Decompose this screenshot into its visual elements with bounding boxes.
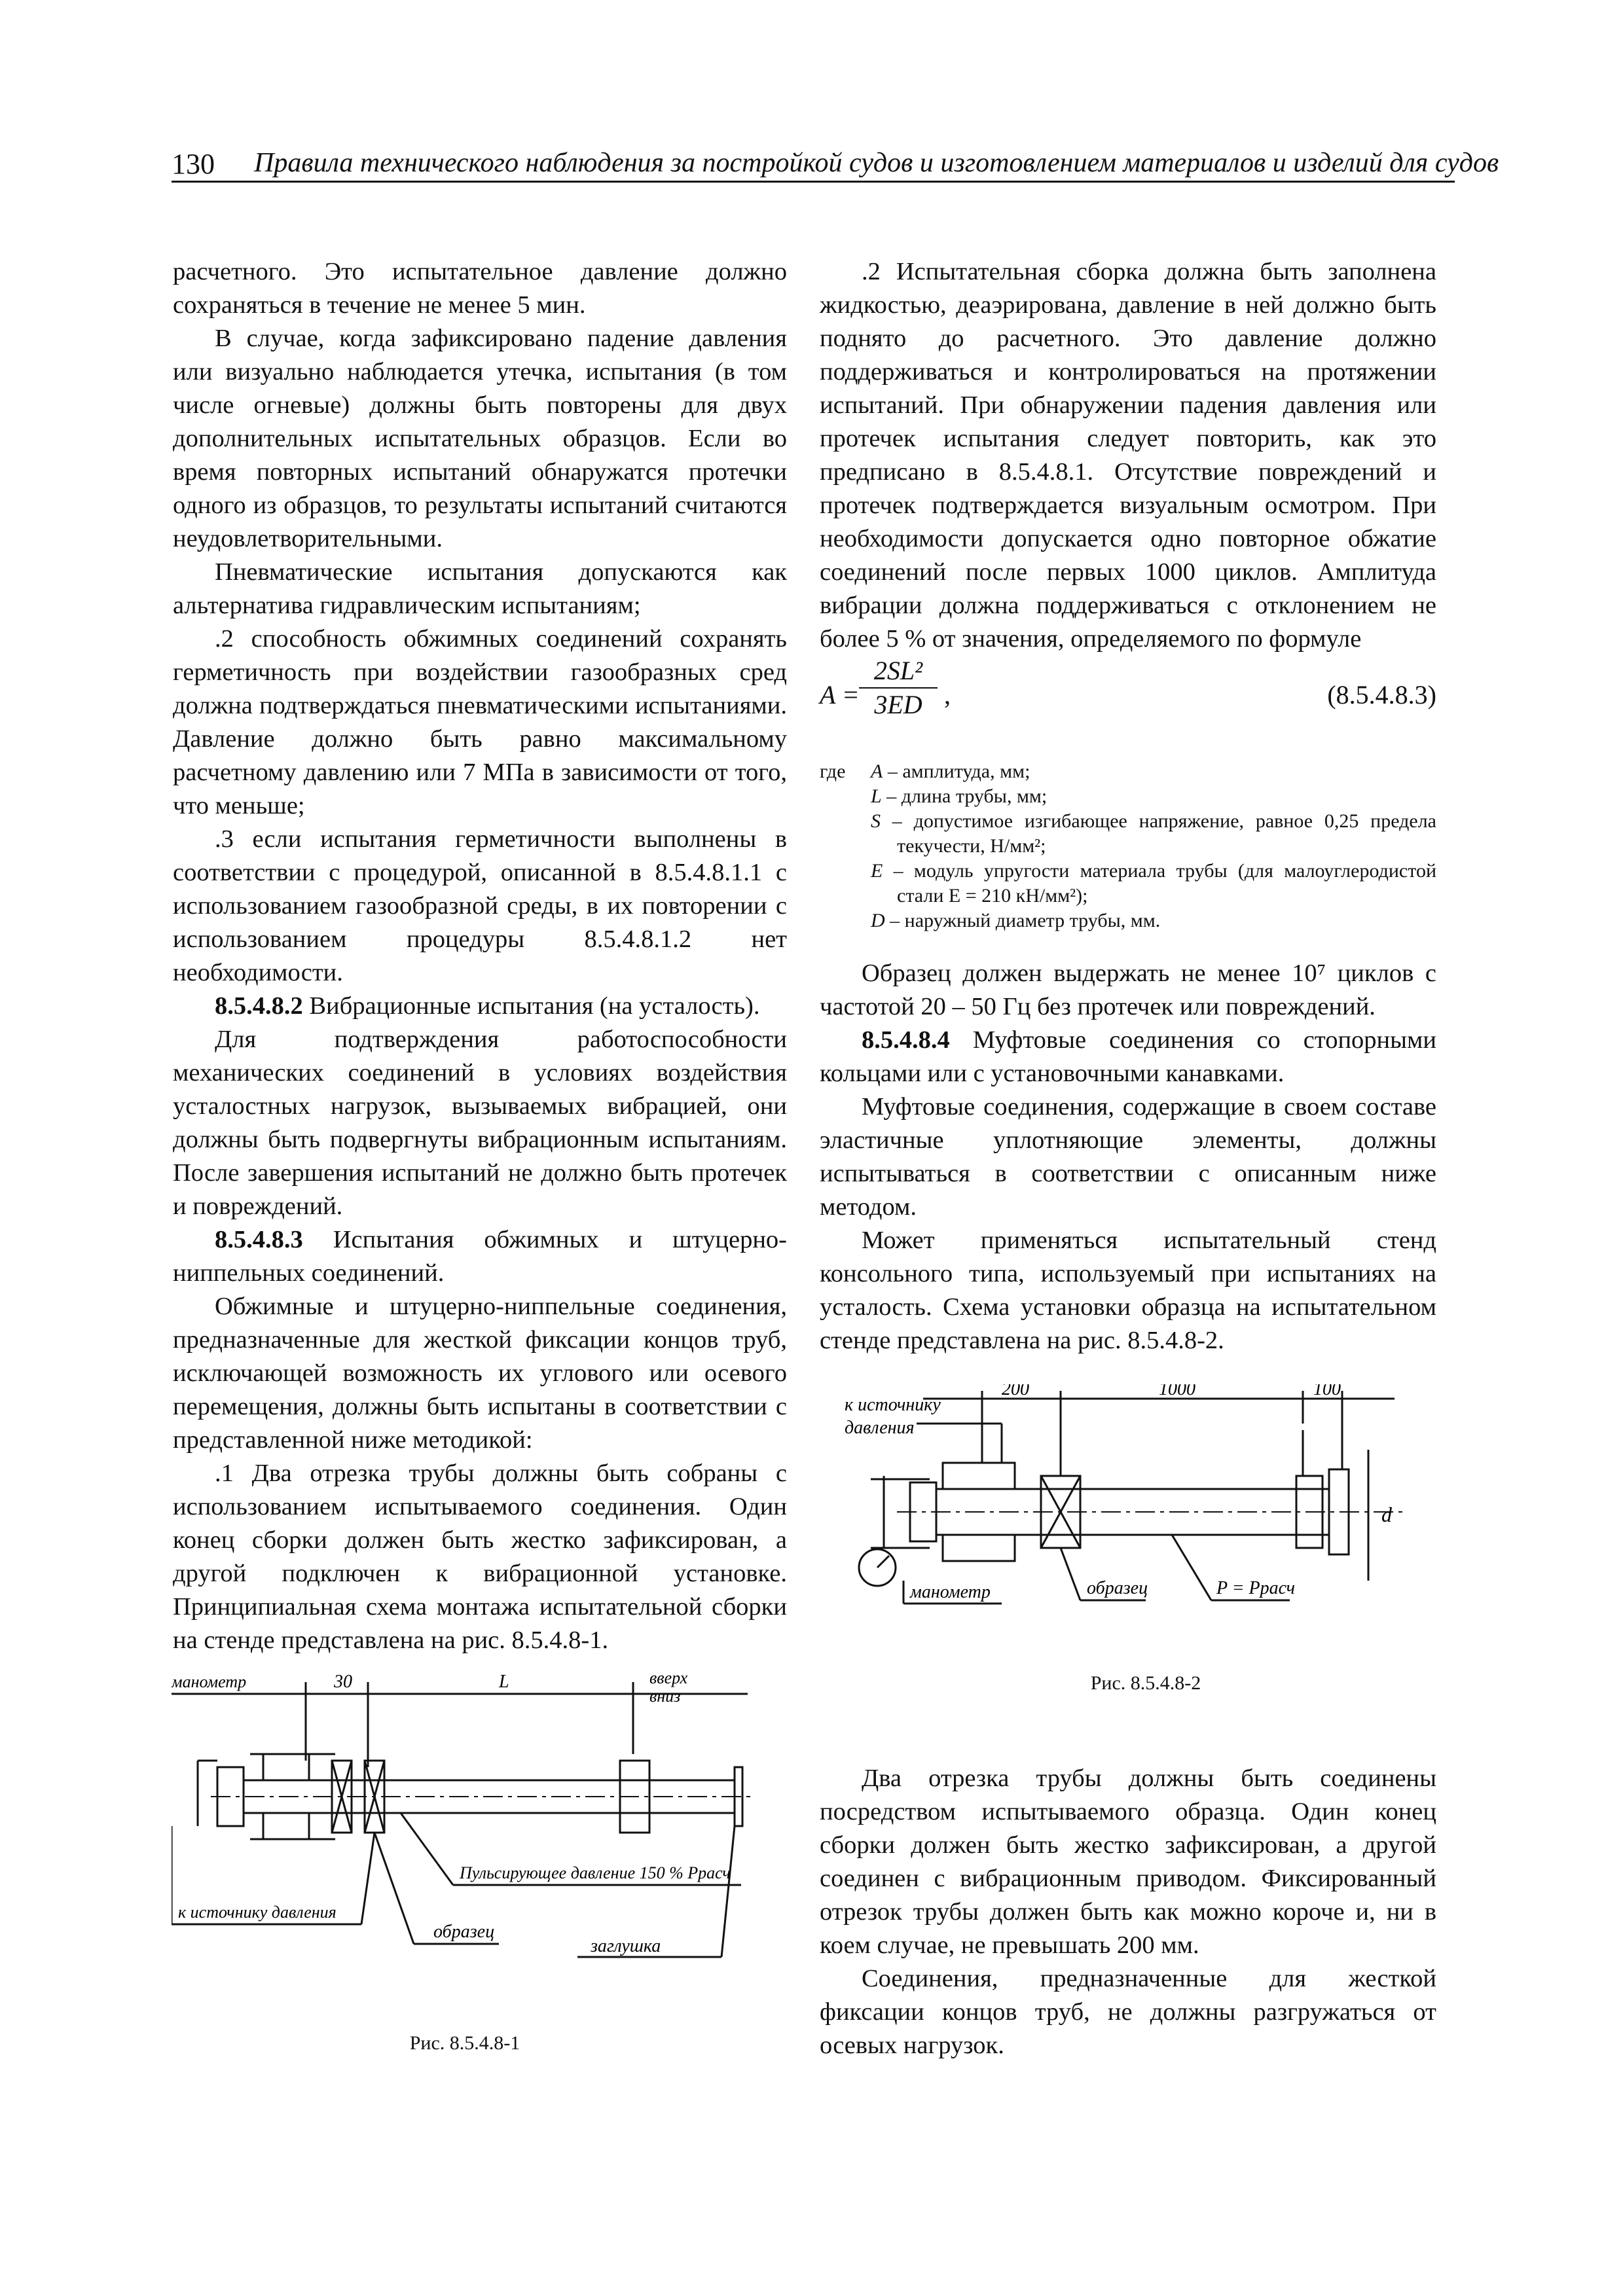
symbol-legend [820, 759, 1436, 933]
figure2-caption: Рис. 8.5.4.8-2 [1090, 1672, 1201, 1694]
paragraph [173, 990, 787, 1023]
fig1-label-up: вверх [649, 1669, 688, 1687]
fig2-label-d: d [1381, 1503, 1392, 1526]
figure1-caption: Рис. 8.5.4.8-1 [409, 2032, 520, 2054]
figure1-drawing [172, 1669, 761, 1977]
paragraph-text: Муфтовые соединения со стопорными кольцами или с установочными канавками. [820, 1026, 1436, 1087]
fig2-dim-1000: 1000 [1159, 1384, 1195, 1399]
fig2-label-source1: к источнику [845, 1395, 941, 1415]
figure-8-5-4-8-1 [172, 1669, 761, 1977]
paragraph [820, 1762, 1436, 1962]
right-column-mid [820, 957, 1436, 1357]
fig2-label-pressure: P = Pрасч [1216, 1578, 1296, 1598]
paragraph [820, 1224, 1436, 1357]
fig2-dim-200: 200 [1002, 1384, 1029, 1399]
where-label: где [820, 761, 846, 782]
symbol-item [871, 859, 1436, 908]
figure-8-5-4-8-2 [845, 1384, 1434, 1633]
fig2-dim-100: 100 [1313, 1384, 1341, 1399]
section-number: 8.5.4.8.4 [862, 1026, 950, 1054]
paragraph-text: .1 Два отрезка трубы должны быть собраны с использованием испытываемого соединения. Один конец сборки должен быть жестко зафиксирован, а другой подключен к вибрационной установке. Принципиальная схема монтажа испытательной сборки на стенде представлена на рис. 8.5.4.8-1. [173, 1460, 787, 1654]
paragraph [820, 1962, 1436, 2062]
fig1-label-plug: заглушка [591, 1936, 661, 1956]
fig2-label-source2: давления [845, 1418, 915, 1438]
symbol-definition: – длина трубы, мм; [881, 785, 1048, 807]
symbol: A [871, 761, 883, 782]
page-header [172, 147, 1499, 180]
symbol-definition: – амплитуда, мм; [883, 761, 1030, 782]
paragraph-text: Образец должен выдержать не менее 10⁷ циклов с частотой 20 – 50 Гц без протечек или повреждений. [820, 960, 1436, 1020]
paragraph-text: Пневматические испытания допускаются как альтернатива гидравлическим испытаниям; [173, 558, 787, 619]
fig1-label-pulse: Пульсирующее давление 150 % Pрасч [460, 1863, 731, 1882]
paragraph [173, 1023, 787, 1223]
paragraph [820, 255, 1436, 656]
header-rule [172, 181, 1455, 183]
paragraph-text: Вибрационные испытания (на усталость). [302, 992, 760, 1020]
paragraph [173, 322, 787, 556]
fig1-label-down: вниз [649, 1687, 681, 1706]
paragraph-text: Обжимные и штуцерно-ниппельные соединения, предназначенные для жесткой фиксации концов труб, исключающей возможность их углового или осевого перемещения, должны быть испытаны в соответствии с представленной ниже методикой: [173, 1293, 787, 1454]
paragraph [173, 556, 787, 622]
paragraph [173, 1290, 787, 1457]
page-number: 130 [172, 148, 215, 180]
paragraph [173, 1223, 787, 1290]
fig2-label-manometer: манометр [910, 1582, 991, 1602]
formula-8-5-4-8-3 [820, 655, 1436, 726]
formula-number: (8.5.4.8.3) [1327, 680, 1436, 709]
paragraph-text: Соединения, предназначенные для жесткой фиксации концов труб, не должны разгружаться от осевых нагрузок. [820, 1965, 1436, 2059]
paragraph [820, 1024, 1436, 1090]
symbol-item [871, 809, 1436, 859]
paragraph-text: Два отрезка трубы должны быть соединены посредством испытываемого образца. Один конец сборки должен быть жестко зафиксирован, а другой соединен с вибрационным приводом. Фиксированный отрезок трубы должен быть как можно короче и, ни в коем случае, не превышать 200 мм. [820, 1765, 1436, 1959]
paragraph-text: Испытания обжимных и штуцерно-ниппельных соединений. [173, 1226, 787, 1287]
right-column-bottom [820, 1762, 1436, 2062]
fig1-label-sample: образец [433, 1922, 495, 1942]
symbol-item [871, 784, 1436, 809]
symbol-list [820, 759, 1436, 933]
paragraph [173, 1457, 787, 1657]
fig1-label-manometer: манометр [172, 1672, 247, 1691]
running-title: Правила технического наблюдения за постройкой судов и изготовлением материалов и изделий для судов [254, 148, 1499, 178]
symbol: S [871, 810, 881, 832]
symbol-definition: – модуль упругости материала трубы (для малоуглеродистой стали E = 210 кН/мм²); [883, 860, 1436, 906]
fig1-label-source: к источнику давления [178, 1903, 337, 1922]
formula-lhs: A = [820, 680, 860, 709]
formula-denominator: 3ED [874, 690, 922, 719]
fig1-dim-l: L [499, 1672, 509, 1692]
paragraph-text: В случае, когда зафиксировано падение давления или визуально наблюдается утечка, испытания (в том числе огневые) должны быть повторены для двух дополнительных испытательных образцов. Если во время повторных испытаний обнаружатся протечки одного из образцов, то результаты испытаний считаются неудовлетворительными. [173, 325, 787, 552]
right-column-top [820, 255, 1436, 656]
paragraph-text: Муфтовые соединения, содержащие в своем составе эластичные уплотняющие элементы, должны испытываться в соответствии с описанным ниже методом. [820, 1093, 1436, 1221]
section-number: 8.5.4.8.3 [215, 1226, 303, 1253]
section-number: 8.5.4.8.2 [215, 992, 303, 1020]
formula-fraction [859, 655, 938, 721]
paragraph-text: Для подтверждения работоспособности механических соединений в условиях воздействия усталостных нагрузок, вызываемых вибрацией, они должны быть подвергнуты вибрационным испытаниям. После завершения испытаний не должно быть протечек и повреждений. [173, 1026, 787, 1220]
paragraph-text: .2 Испытательная сборка должна быть заполнена жидкостью, деаэрирована, давление в ней должно быть поднято до расчетного. Это давление должно поддерживаться и контролироваться на протяжении испытаний. При обнаружении падения давления или протечек испытания следует повторить, как это предписано в 8.5.4.8.1. Отсутствие повреждений и протечек подтверждается визуальным осмотром. При необходимости допускается одно повторное обжатие соединений после первых 1000 циклов. Амплитуда вибрации должна поддерживаться с отклонением не более 5 % от значения, определяемого по формуле [820, 258, 1436, 653]
paragraph [173, 622, 787, 823]
symbol-item [871, 908, 1436, 933]
symbol: L [871, 785, 882, 807]
paragraph-text: .3 если испытания герметичности выполнены в соответствии с процедурой, описанной в 8.5.4.8.1.1 с использованием газообразной среды, в их повторении с использованием процедуры 8.5.4.8.1.2 нет необходимости. [173, 825, 787, 986]
paragraph [820, 1090, 1436, 1224]
paragraph [173, 823, 787, 990]
paragraph [820, 957, 1436, 1024]
symbol: E [871, 860, 883, 882]
paragraph-text: Может применяться испытательный стенд консольного типа, используемый при испытаниях на усталость. Схема установки образца на испытательном стенде представлена на рис. 8.5.4.8-2. [820, 1227, 1436, 1354]
formula-numerator: 2SL² [859, 655, 938, 689]
fig2-label-sample: образец [1087, 1578, 1148, 1598]
paragraph [173, 255, 787, 322]
symbol-definition: – наружный диаметр трубы, мм. [884, 910, 1161, 931]
fig1-dim-30: 30 [334, 1672, 352, 1692]
paragraph-text: .2 способность обжимных соединений сохранять герметичность при воздействии газообразных сред должна подтверждаться пневматическими испытаниями. Давление должно быть равно максимальному расчетному давлению или 7 МПа в зависимости от того, что меньше; [173, 625, 787, 819]
symbol-item [871, 759, 1436, 784]
left-column [173, 255, 787, 1657]
symbol-definition: – допустимое изгибающее напряжение, равное 0,25 предела текучести, Н/мм²; [881, 810, 1436, 857]
formula-comma: , [944, 680, 951, 709]
figure2-drawing [845, 1384, 1434, 1633]
paragraph-text: расчетного. Это испытательное давление должно сохраняться в течение не менее 5 мин. [173, 258, 787, 319]
symbol: D [871, 910, 885, 931]
